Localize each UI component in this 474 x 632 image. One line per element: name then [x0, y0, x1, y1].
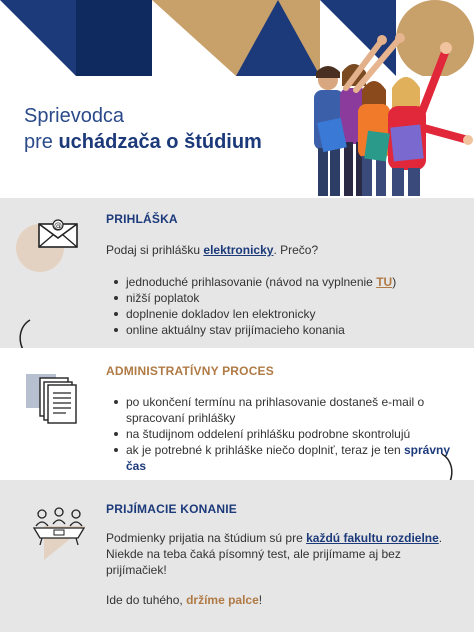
title-line-1: Sprievodca [24, 105, 125, 127]
documents-icon [38, 376, 78, 424]
meeting-icon [32, 506, 86, 546]
list-item: ak je potrebné k prihláške niečo doplniť, teraz je ten správny čas [112, 442, 452, 474]
admin-steps-list [112, 394, 452, 474]
list-item: po ukončení termínu na prihlasovanie dostaneš e-mail o spracovaní prihlášky [112, 394, 452, 426]
list-item: na študijnom oddelení prihlášku podrobne skontrolujú [112, 426, 452, 442]
list-item: doplnenie dokladov len elektronicky [112, 306, 452, 322]
list-item: nižší poplatok [112, 290, 452, 306]
page-title [24, 103, 262, 155]
electronic-link[interactable]: elektronicky [203, 243, 274, 257]
list-item: online aktuálny stav prijímacieho konania [112, 322, 452, 338]
students-photo [300, 32, 474, 196]
list-item: jednoduché prihlasovanie (návod na vyplnenie TU) [112, 274, 452, 290]
faculty-link[interactable]: každú fakultu rozdielne [306, 531, 439, 545]
title-bold: uchádzača o štúdium [58, 131, 262, 153]
header-shape-2 [76, 0, 152, 76]
section-administrative [0, 348, 474, 480]
title-line-2: pre uchádzača o štúdium [24, 131, 262, 153]
application-intro: Podaj si prihlášku elektronicky. Prečo? [106, 243, 319, 257]
admission-closing: Ide do tuhého, držíme palce! [106, 593, 263, 607]
svg-text:@: @ [54, 221, 62, 230]
header-shape-3 [152, 0, 236, 76]
guide-link[interactable]: TU [376, 275, 393, 289]
admission-heading: PRIJÍMACIE KONANIE [106, 502, 237, 516]
envelope-icon [38, 218, 78, 248]
application-heading: PRIHLÁŠKA [106, 212, 178, 226]
section-application [0, 198, 474, 348]
header-shape-1 [0, 0, 76, 76]
admin-heading: ADMINISTRATÍVNY PROCES [106, 364, 274, 378]
right-time-text: správny čas [126, 443, 451, 473]
admission-conditions: Podmienky prijatia na štúdium sú pre každú fakultu rozdielne. Niekde na teba čaká písomný test, ale prijímame aj bez prijímačiek! [106, 531, 443, 577]
fingers-crossed-text: držíme palce [186, 593, 259, 607]
application-benefits-list [112, 274, 452, 338]
section-admission [0, 480, 474, 632]
